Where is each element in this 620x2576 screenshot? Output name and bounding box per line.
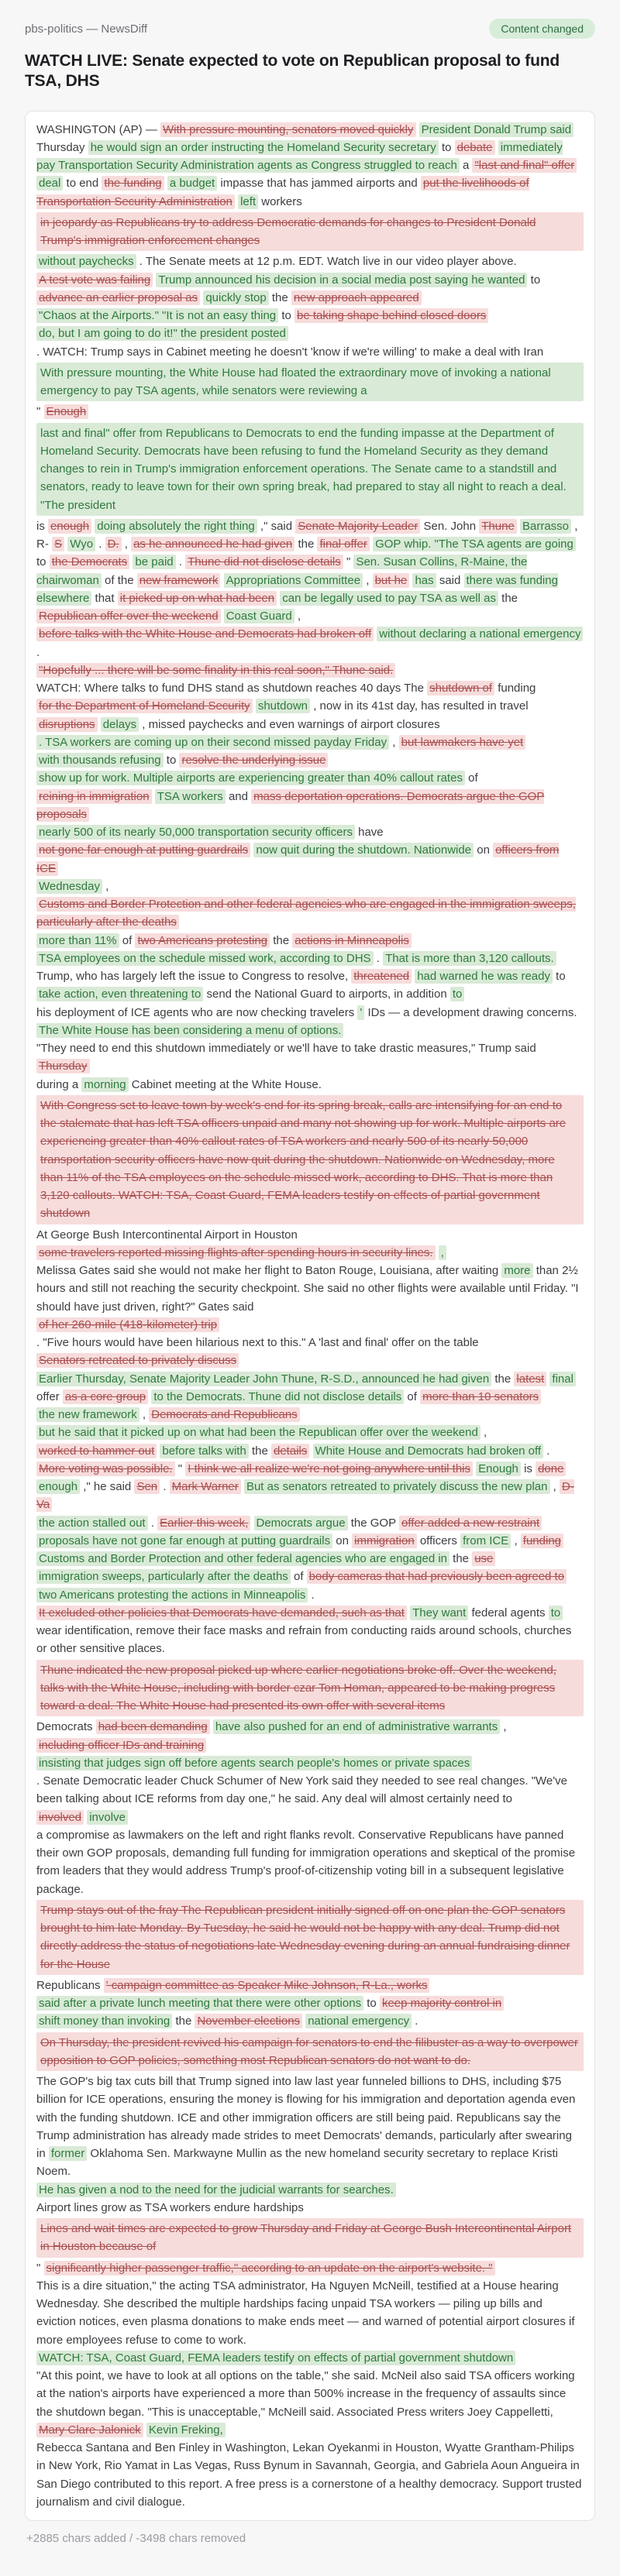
diff-added: immigration sweeps, particularly after the deaths (36, 1569, 291, 1584)
diff-removed: the funding (102, 176, 164, 191)
diff-text: The GOP's big tax cuts bill that Trump signed into law last year funneled billions to DHS, including $75 billion for ICE operations, ensuring the money is flowing for his immigration and deportation agenda even with the funding shutdown. ICE and other immigration officers are still being paid. Republicans say the Trump administration has already made strides to meet Democrats' demands, particularly after swearing in (36, 2075, 576, 2160)
diff-added: had warned he was ready (415, 969, 553, 984)
diff-text: impasse that has jammed airports and (220, 177, 418, 191)
diff-removed: It excluded other policies that Democrats have demanded, such as that (36, 1606, 407, 1620)
diff-removed-block: Trump stays out of the fray The Republican president initially signed off on one plan the GOP senators brought to him late Monday. By Tuesday, he said he would not be happy with any deal. Trump did not directly address the status of negotiations late Wednesday evening during an annual fundraising dinner for the House (36, 1900, 584, 1975)
diff-removed: it picked up on what had been (118, 591, 277, 606)
diff-text: ," said (260, 519, 293, 533)
diff-added: a budget (167, 176, 217, 191)
diff-removed: worked to hammer out (36, 1444, 157, 1458)
diff-removed: final offer (317, 537, 369, 551)
diff-text: , R- (36, 519, 578, 551)
diff-text: . (311, 1588, 315, 1602)
diff-removed: mass deportation operations. Democrats argue the GOP proposals (36, 789, 545, 821)
diff-added: Customs and Border Protection and other federal agencies who are engaged in (36, 1551, 450, 1566)
diff-text: to end (66, 177, 99, 191)
diff-removed: involved (36, 1810, 84, 1825)
diff-removed: some travelers reported missing flights after spending hours in security lines. (36, 1245, 436, 1260)
diff-added: involve (87, 1810, 128, 1825)
diff-removed: Sen (134, 1479, 160, 1494)
diff-removed: for the Department of Homeland Security (36, 699, 253, 713)
diff-text: the (271, 290, 288, 304)
diff-text: Rebecca Santana and Ben Finley in Washington, Lekan Oyekanmi in Houston, Wyatte Grantham-Philips in New York, Rio Yamat in Las Vegas, Russ Bynum in Savannah, Georgia, and Gabriela Aoun Angueira in San Diego contributed to this report. A free press is a cornerstone of a healthy democracy. Support trusted journalism and civil dialogue. (36, 2441, 582, 2509)
diff-added: "Chaos at the Airports." "It is not an easy thing (36, 308, 278, 323)
diff-text: is (524, 1461, 532, 1475)
diff-text: wear identification, remove their face masks and refrain from conducting raids around schools, churches or other sensitive places. (36, 1624, 572, 1656)
diff-text: IDs — a development drawing concerns. (367, 1005, 577, 1019)
diff-removed: With pressure mounting, senators moved quickly (160, 122, 415, 137)
diff-removed: ' campaign committee as Speaker Mike Johnson, R-La., works (104, 1978, 430, 1993)
diff-added: Earlier Thursday, Senate Majority Leader John Thune, R-S.D., announced he had given (36, 1372, 491, 1386)
diff-text: , (366, 573, 370, 587)
diff-removed: threatened (351, 969, 412, 984)
diff-added: Barrasso (520, 519, 571, 534)
diff-removed: Thune did not disclose details (185, 555, 343, 569)
diff-added: WATCH: TSA, Coast Guard, FEMA leaders testify on effects of partial government shutdown (36, 2351, 515, 2365)
diff-stats: +2885 chars added / -3498 chars removed (26, 2532, 246, 2545)
diff-added: he would sign an order instructing the Homeland Security secretary (88, 140, 439, 155)
diff-added: show up for work. Multiple airports are experiencing greater than 40% callout rates (36, 771, 465, 785)
diff-added: Appropriations Committee (224, 573, 363, 588)
diff-added-block: With pressure mounting, the White House had floated the extraordinary move of invoking a national emergency to pay TSA agents, while senators were reviewing a (36, 362, 584, 402)
diff-added: can be legally used to pay TSA as well as (280, 591, 498, 606)
diff-text: on (477, 843, 490, 857)
diff-removed: Senators retreated to privately discuss (36, 1353, 239, 1368)
diff-text: to (441, 140, 452, 154)
diff-removed: "Hopefully ... there will be some finality in this real soon," Thune said. (36, 663, 395, 678)
diff-added: President Donald Trump said (419, 122, 574, 137)
diff-added: take action, even threatening to (36, 987, 203, 1001)
diff-removed: significantly higher passenger traffic," according to an update on the airport's website. " (44, 2261, 495, 2275)
diff-added: more than 11% (36, 933, 119, 948)
diff-text: WATCH: Where talks to fund DHS stand as shutdown reaches 40 days The (36, 682, 424, 695)
diff-removed: of her 260-mile (418-kilometer) trip (36, 1317, 219, 1332)
diff-text: " (36, 405, 41, 419)
diff-text: . (163, 1480, 167, 1493)
article-title: WATCH LIVE: Senate expected to vote on Republican proposal to fund TSA, DHS (25, 52, 560, 91)
diff-added: Coast Guard (224, 609, 294, 623)
diff-removed: Mary Clare Jalonick (36, 2423, 143, 2437)
diff-removed: keep majority control in (380, 1996, 504, 2011)
diff-added: Kevin Freking, (146, 2423, 226, 2437)
diff-added: morning (81, 1077, 128, 1092)
diff-text: Republicans (36, 1978, 101, 1992)
diff-text: . (98, 538, 102, 551)
diff-removed: had been demanding (96, 1719, 210, 1734)
diff-removed: not gone far enough at putting guardrails (36, 843, 250, 857)
diff-text: , (514, 1534, 518, 1547)
diff-removed: new approach appeared (291, 290, 422, 305)
diff-removed: "last and final" offer (472, 158, 577, 173)
diff-added: two Americans protesting the actions in Minneapolis (36, 1588, 308, 1602)
diff-added: nearly 500 of its nearly 50,000 transportation security officers (36, 825, 355, 840)
diff-text: , (553, 1480, 556, 1493)
diff-added: to the Democrats. Thune did not disclose details (151, 1389, 404, 1404)
diff-added: without paychecks (36, 254, 136, 269)
diff-removed: November elections (195, 2014, 302, 2028)
diff-text: the (273, 933, 290, 947)
diff-text: . (178, 555, 182, 569)
diff-added-block: last and final" offer from Republicans to Democrats to end the funding impasse at the Department of Homeland Security. Democrats have been refusing to fund the Homeland Security as they demand changes to rein in Trump's immigration enforcement operations. The Senate came to a standstill and senators, ready to leave town for their own spring break, had prepared to stay all night to reach a deal. "The president (36, 423, 584, 516)
diff-text: is (36, 519, 45, 533)
diff-text: a compromise as lawmakers on the left and right flanks revolt. Conservative Republicans have panned their own GOP proposals, demanding full funding for immigration operations and skeptical of the promise from leaders that they would address Trump's proof-of-citizenship voting bill in a subsequent legislative package. (36, 1828, 576, 1896)
diff-removed: D-Va (36, 1480, 574, 1512)
diff-text: Democrats (36, 1720, 93, 1734)
diff-removed: before talks with the White House and Democrats had broken off (36, 627, 374, 641)
diff-added: to (549, 1606, 563, 1620)
diff-added: Sen. Susan Collins, R-Maine, the chairwoman (36, 555, 528, 587)
topbar (25, 19, 595, 39)
diff-text: said (439, 573, 461, 587)
diff-text: . (150, 1516, 154, 1530)
diff-added: TSA workers (155, 789, 226, 804)
diff-added: Trump announced his decision in a social media post saying he wanted (156, 273, 527, 287)
diff-removed: but lawmakers have yet (399, 735, 526, 750)
diff-added: delays (101, 717, 139, 732)
diff-text: " (177, 1461, 183, 1475)
diff-added: GOP whip. "The TSA agents are going (373, 537, 576, 551)
diff-added: be paid (133, 555, 175, 569)
diff-card (25, 111, 595, 2522)
diff-removed: Mark Warner (170, 1479, 241, 1494)
diff-text: his deployment of ICE agents who are now checking travelers (36, 1005, 355, 1019)
diff-added: insisting that judges sign off before agents search people's homes or private spaces (36, 1756, 472, 1771)
diff-added: shift money than invoking (36, 2014, 172, 2028)
diff-removed: actions in Minneapolis (292, 933, 412, 948)
diff-added: Wyo (67, 537, 95, 551)
diff-added: Democrats argue (254, 1516, 348, 1530)
diff-text: Thursday (36, 140, 85, 154)
diff-text: offer (36, 1389, 60, 1403)
diff-added: without declaring a national emergency (377, 627, 583, 641)
diff-removed: but he (373, 573, 410, 588)
diff-text: workers (261, 194, 302, 208)
diff-text: of the (105, 573, 134, 587)
diff-removed: funding (521, 1534, 563, 1548)
diff-removed: offer added a new restraint (399, 1516, 542, 1530)
diff-added: deal (36, 176, 63, 191)
diff-text: the GOP (350, 1516, 396, 1530)
diff-text: send the National Guard to airports, in addition (206, 987, 447, 1001)
diff-added: That is more than 3,120 callouts. (383, 951, 556, 966)
diff-text: This is a dire situation," the acting TSA administrator, Ha Nguyen McNeill, testified at a House hearing Wednesday. She described the multiple hardships facing unpaid TSA workers — piling up bills and eviction notices, even plasma donations to make ends meet — and warned of potential airport closures if more employees refuse to come to work. (36, 2279, 575, 2347)
diff-removed: advance an earlier proposal as (36, 290, 200, 305)
diff-text: and (228, 789, 248, 803)
diff-added: the action stalled out (36, 1516, 148, 1530)
diff-added: has (412, 573, 436, 588)
diff-added: , (439, 1245, 446, 1260)
diff-removed-block: Lines and wait times are expected to grow Thursday and Friday at George Bush Intercontinental Airport in Houston because of (36, 2218, 584, 2258)
diff-added: more (501, 1263, 532, 1278)
diff-removed: Democrats and Republicans (149, 1407, 299, 1422)
diff-text: of (293, 1570, 304, 1584)
diff-removed: more than 10 senators (420, 1389, 541, 1404)
diff-text: , (483, 1426, 487, 1440)
diff-removed: shutdown of (427, 681, 494, 696)
diff-added: Wednesday (36, 879, 102, 894)
diff-removed: resolve the underlying issue (179, 753, 328, 768)
diff-removed: Thursday (36, 1059, 90, 1073)
diff-removed: enough (48, 519, 91, 534)
diff-text: on (336, 1534, 349, 1547)
diff-text: of (468, 771, 478, 785)
diff-removed: S (52, 537, 64, 551)
diff-text: , (392, 735, 396, 749)
diff-text: , (503, 1720, 507, 1734)
diff-text: . WATCH: Trump says in Cabinet meeting he doesn't 'know if we're willing' to make a deal with Iran (36, 345, 544, 359)
diff-text: " (346, 555, 351, 569)
diff-removed: reining in immigration (36, 789, 152, 804)
diff-text: a (462, 159, 470, 172)
diff-text: . The Senate meets at 12 p.m. EDT. Watch live in our video player above. (139, 255, 517, 269)
diff-text: the (494, 1372, 512, 1386)
diff-removed: new framework (137, 573, 221, 588)
diff-removed: two Americans protesting (135, 933, 270, 948)
diff-text: have (358, 826, 384, 839)
diff-added: to (450, 987, 465, 1001)
diff-added: left (238, 194, 258, 209)
diff-text: officers (419, 1534, 457, 1547)
diff-text: , (297, 610, 301, 623)
diff-text: the (251, 1444, 268, 1458)
source-label: pbs-politics — NewsDiff (25, 22, 148, 36)
diff-removed: immigration (352, 1534, 417, 1548)
diff-added: said after a private lunch meeting that there were other options (36, 1996, 363, 2011)
diff-text: to (166, 754, 177, 767)
diff-added: have also pushed for an end of administrative warrants (213, 1719, 500, 1734)
diff-added: White House and Democrats had broken off (313, 1444, 544, 1458)
diff-text: the (501, 591, 518, 605)
diff-added: final (549, 1372, 576, 1386)
diff-removed-block: in jeopardy as Republicans try to address Democratic demands for changes to President Donald Trump's immigration enforcement changes (36, 212, 584, 252)
diff-text: , missed paychecks and even warnings of airport closures (142, 717, 440, 731)
diff-removed: Thune (479, 519, 517, 534)
diff-added: shutdown (256, 699, 310, 713)
diff-added: TSA employees on the schedule missed work, according to DHS (36, 951, 374, 966)
diff-text: , (105, 879, 109, 893)
diff-added: national emergency (305, 2014, 412, 2028)
diff-text: Trump, who has largely left the issue to Congress to resolve, (36, 970, 349, 983)
diff-added: They want (410, 1606, 468, 1620)
diff-text: , (124, 538, 128, 551)
diff-text: , now in its 41st day, has resulted in travel (313, 699, 529, 713)
diff-text: Airport lines grow as TSA workers endure hardships (36, 2200, 304, 2214)
diff-text: WASHINGTON (AP) — (36, 122, 157, 136)
diff-removed: put the livelihoods of Transportation Security Administration (36, 177, 529, 208)
diff-added: former (49, 2146, 87, 2161)
diff-text: federal agents (471, 1606, 546, 1619)
content-changed-badge: Content changed (489, 19, 595, 39)
diff-text: the (453, 1552, 470, 1565)
diff-text: . (546, 1444, 550, 1458)
diff-text: than 2½ hours and still not reaching the security checkpoint. She said no other flights were available until Friday. "I should have just driven, right?" Gates said (36, 1264, 579, 1314)
diff-removed: Customs and Border Protection and other federal agencies who are engaged in the immigration sweeps, particularly after the deaths (36, 898, 576, 929)
diff-added: the new framework (36, 1407, 140, 1422)
diff-text: to (530, 273, 541, 287)
diff-removed: Enough (44, 404, 89, 419)
diff-removed: use (472, 1551, 495, 1566)
diff-added: but he said that it picked up on what had been the Republican offer over the weekend (36, 1425, 480, 1440)
diff-text: . (376, 951, 380, 965)
diff-text: the (298, 538, 315, 551)
diff-added: immediately pay Transportation Security Administration agents as Congress struggled to reach (36, 140, 563, 172)
diff-removed-block: Thune indicated the new proposal picked up where earlier negotiations broke off. Over the weekend, talks with the White House, including with border czar Tom Homan, appeared to be making progress toward a deal. The White House had presented its own offer with several items (36, 1660, 584, 1717)
diff-removed: D. (105, 537, 122, 551)
diff-removed: I think we all realize we're not going anywhere until this (185, 1461, 473, 1476)
diff-removed: including officer IDs and training (36, 1738, 206, 1753)
diff-added: from ICE (460, 1534, 511, 1548)
diff-removed: latest (514, 1372, 546, 1386)
diff-text: Sen. John (423, 519, 477, 533)
diff-added: He has given a nod to the need for the judicial warrants for searches. (36, 2183, 396, 2197)
diff-removed: done (536, 1461, 566, 1476)
diff-text: . (36, 645, 40, 659)
diff-text: "They need to end this shutdown immediately or we'll have to take drastic measures," Trump said (36, 1042, 536, 1055)
diff-text: . "Five hours would have been hilarious next to this." A 'last and final' offer on the table (36, 1336, 479, 1349)
diff-added: with thousands refusing (36, 753, 164, 768)
diff-added: there was funding elsewhere (36, 573, 558, 605)
diff-text: At George Bush Intercontinental Airport in Houston (36, 1228, 298, 1242)
diff-added: . TSA workers are coming up on their second missed payday Friday (36, 735, 389, 750)
diff-removed: debate (455, 140, 495, 155)
diff-removed-block: On Thursday, the president revived his campaign for senators to end the filibuster as a way to overpower opposition to GOP policies, something most Republican senators do not want to do. (36, 2032, 584, 2072)
diff-removed: as he announced he had given (131, 537, 294, 551)
diff-added: quickly stop (203, 290, 268, 305)
diff-removed: Republican offer over the weekend (36, 609, 221, 623)
diff-text: to (281, 309, 291, 322)
diff-text: of (407, 1389, 417, 1403)
diff-removed: details (271, 1444, 309, 1458)
diff-removed: the Democrats (50, 555, 130, 569)
diff-added: proposals have not gone far enough at putting guardrails (36, 1534, 332, 1548)
diff-removed: A test vote was failing (36, 273, 153, 287)
diff-removed: Senate Majority Leader (295, 519, 420, 534)
diff-added: The White House has been considering a menu of options. (36, 1023, 343, 1038)
diff-removed: as a core group (63, 1389, 148, 1404)
diff-removed: body cameras that had previously been agreed to (307, 1569, 567, 1584)
diff-removed-block: With Congress set to leave town by week's end for its spring break, calls are intensifying for an end to the stalemate that has left TSA officers unpaid and many not showing up for work. Multiple airports are experiencing greater than 40% callout rates of TSA workers and nearly 500 of its nearly 50,000 transportation security officers have now quit during the shutdown. Nationwide on Wednesday, more than 11% of the TSA employees on the schedule missed work, according to DHS. That is more than 3,120 callouts. WATCH: TSA, Coast Guard, FEMA leaders testify on effects of partial government shutdown (36, 1095, 584, 1224)
diff-added: doing absolutely the right thing (95, 519, 257, 534)
diff-text: "At this point, we have to look at all options on the table," she said. McNeil also said TSA officers working at the nation's airports have experienced a more than 500% increase in the frequency of assaults since the shutdown began. "This is unacceptable," McNeill said. Associated Press writers Joey Cappelletti, (36, 2369, 575, 2419)
diff-removed: disruptions (36, 717, 98, 732)
diff-text: that (95, 591, 115, 605)
diff-text: . (415, 2014, 418, 2028)
diff-added: do, but I am going to do it!" the president posted (36, 326, 288, 341)
diff-text: of (122, 933, 133, 947)
diff-removed: More voting was possible. (36, 1461, 175, 1476)
diff-text: to (556, 970, 566, 983)
diff-removed: be taking shape behind closed doors (294, 308, 488, 323)
diff-text: to (36, 555, 46, 569)
diff-removed: Earlier this week, (157, 1516, 250, 1530)
diff-removed: officers from ICE (36, 843, 560, 875)
diff-added: now quit during the shutdown. Nationwide (253, 843, 474, 857)
diff-text: to (367, 1997, 377, 2010)
diff-text: the (175, 2014, 192, 2028)
diff-text: Oklahoma Sen. Markwayne Mullin as the new homeland security secretary to replace Kristi Noem. (36, 2147, 558, 2179)
diff-text: funding (498, 682, 536, 695)
diff-added: enough (36, 1479, 80, 1494)
diff-added: ' (357, 1005, 364, 1020)
diff-text: during a (36, 1077, 79, 1091)
diff-text: , (142, 1408, 146, 1421)
diff-text: Cabinet meeting at the White House. (131, 1077, 322, 1091)
diff-text: ," he said (83, 1480, 132, 1493)
diff-text: Melissa Gates said she would not make her flight to Baton Rouge, Louisiana, after waiting (36, 1264, 499, 1277)
diff-added: Enough (476, 1461, 521, 1476)
diff-added: before talks with (160, 1444, 248, 1458)
article-diff-body (36, 121, 584, 2512)
diff-text: . Senate Democratic leader Chuck Schumer of New York said they needed to see real changes. "We've been talking about ICE reforms from day one," he said. Any deal will almost certainly need to (36, 1774, 567, 1806)
diff-added: But as senators retreated to privately discuss the new plan (244, 1479, 550, 1494)
diff-text: " (36, 2261, 41, 2275)
